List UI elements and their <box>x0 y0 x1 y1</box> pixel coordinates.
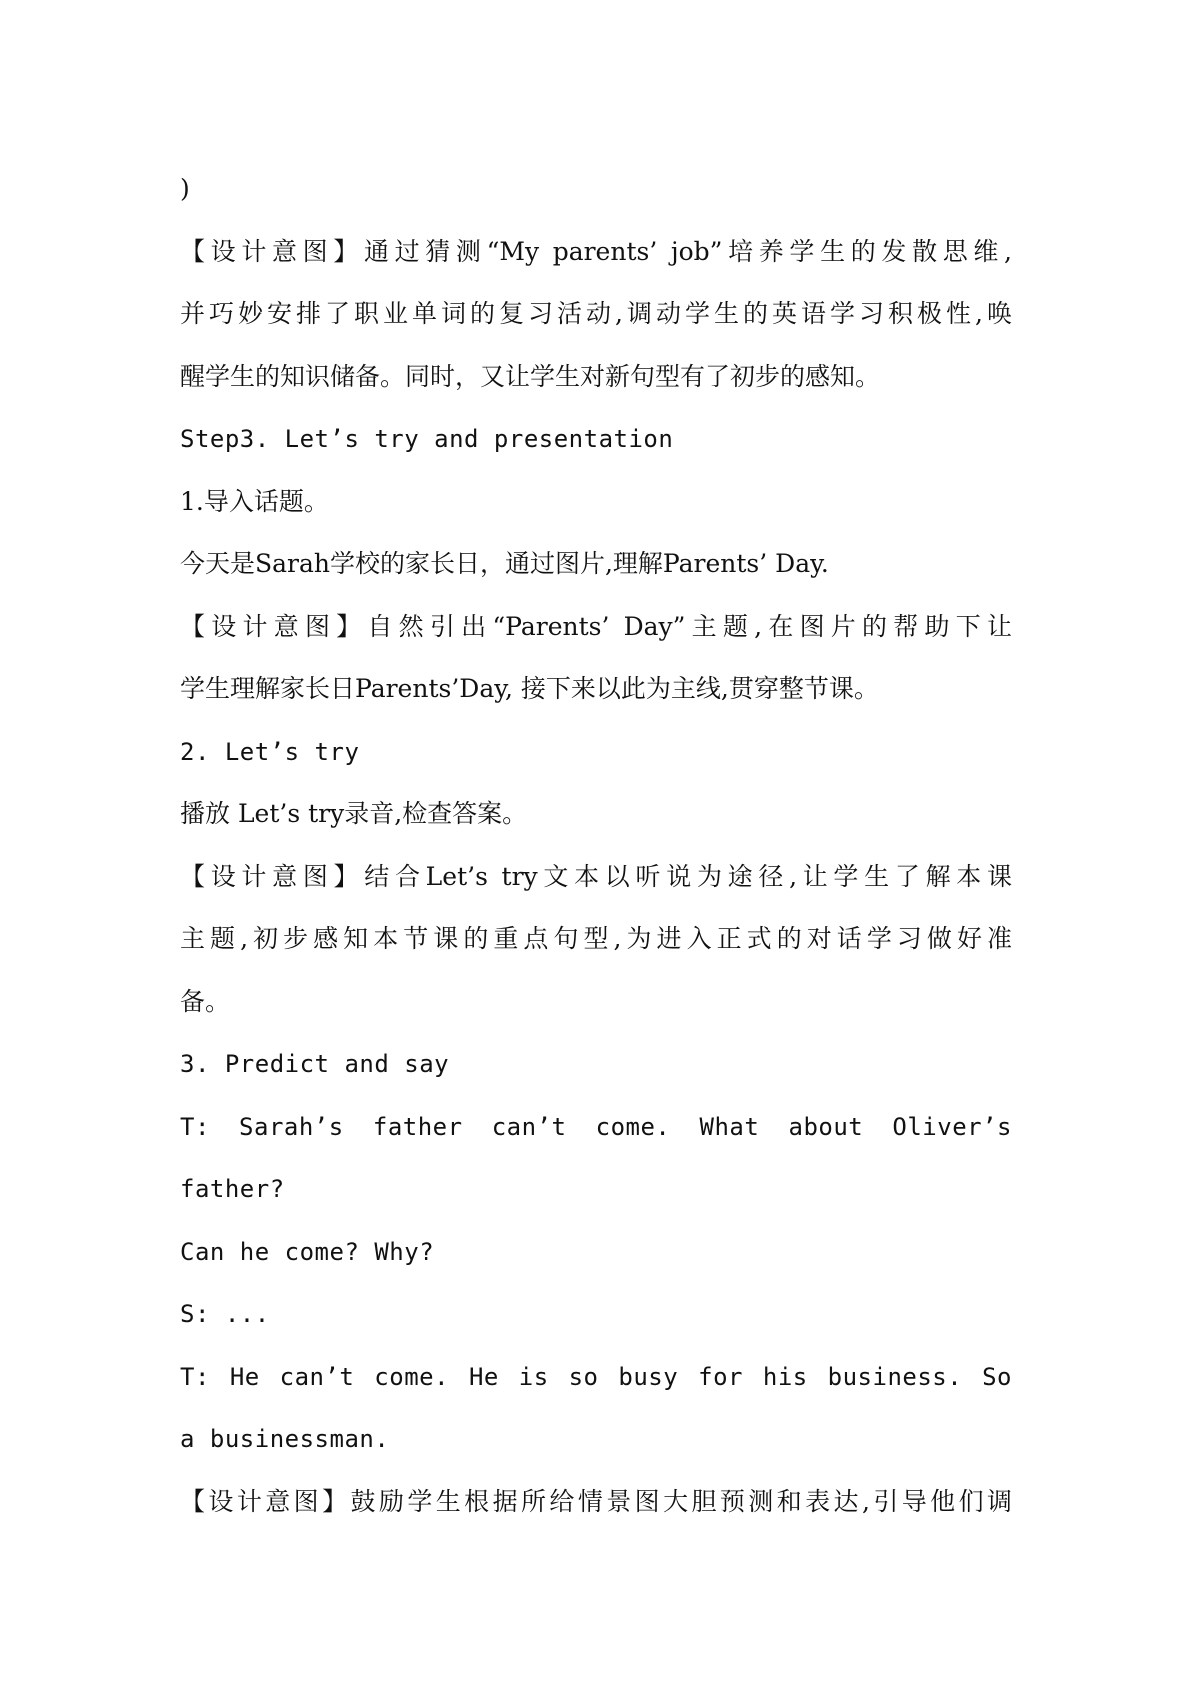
text-line-7: 今天是Sarah学校的家长日，通过图片,理解Parents’ Day. <box>180 549 829 578</box>
dialogue-line-2: father? <box>180 1175 285 1203</box>
dialogue-line-4: S: ... <box>180 1300 270 1328</box>
predict-and-say-heading: 3. Predict and say <box>180 1050 450 1078</box>
lets-try-heading: 2. Let’s try <box>180 737 360 766</box>
document-page <box>180 158 1012 1533</box>
dialogue-line-1: T: Sarah’s father can’t come. What about Oliver’s <box>180 1112 1012 1141</box>
text-line-4: 醒学生的知识储备。同时，又让学生对新句型有了初步的感知。 <box>180 361 881 391</box>
text-line-1: ) <box>180 174 190 203</box>
design-intent-line-3: 【设计意图】结合Let’s try文本以听说为途径,让学生了解本课 <box>180 861 1012 891</box>
text-line-6: 1.导入话题。 <box>180 486 329 516</box>
text-line-11: 播放 Let’s try录音,检查答案。 <box>180 799 528 828</box>
dialogue-line-3: Can he come? Why? <box>180 1237 435 1266</box>
text-line-13: 主题,初步感知本节课的重点句型,为进入正式的对话学习做好准 <box>180 924 1012 953</box>
dialogue-line-6: a businessman. <box>180 1425 390 1453</box>
text-line-3: 并巧妙安排了职业单词的复习活动,调动学生的英语学习积极性,唤 <box>180 299 1012 328</box>
design-intent-line-4: 【设计意图】鼓励学生根据所给情景图大胆预测和表达,引导他们调 <box>180 1486 1012 1516</box>
design-intent-line-2: 【设计意图】自然引出“Parents’ Day”主题,在图片的帮助下让 <box>180 611 1012 641</box>
dialogue-line-5: T: He can’t come. He is so busy for his business. So <box>180 1362 1012 1391</box>
text-line-9: 学生理解家长日Parents’Day, 接下来以此为主线,贯穿整节课。 <box>180 674 879 703</box>
step3-heading: Step3. Let’s try and presentation <box>180 425 674 453</box>
design-intent-line-1: 【设计意图】通过猜测“My parents’ job”培养学生的发散思维, <box>180 236 1012 266</box>
text-line-14: 备。 <box>180 986 231 1016</box>
